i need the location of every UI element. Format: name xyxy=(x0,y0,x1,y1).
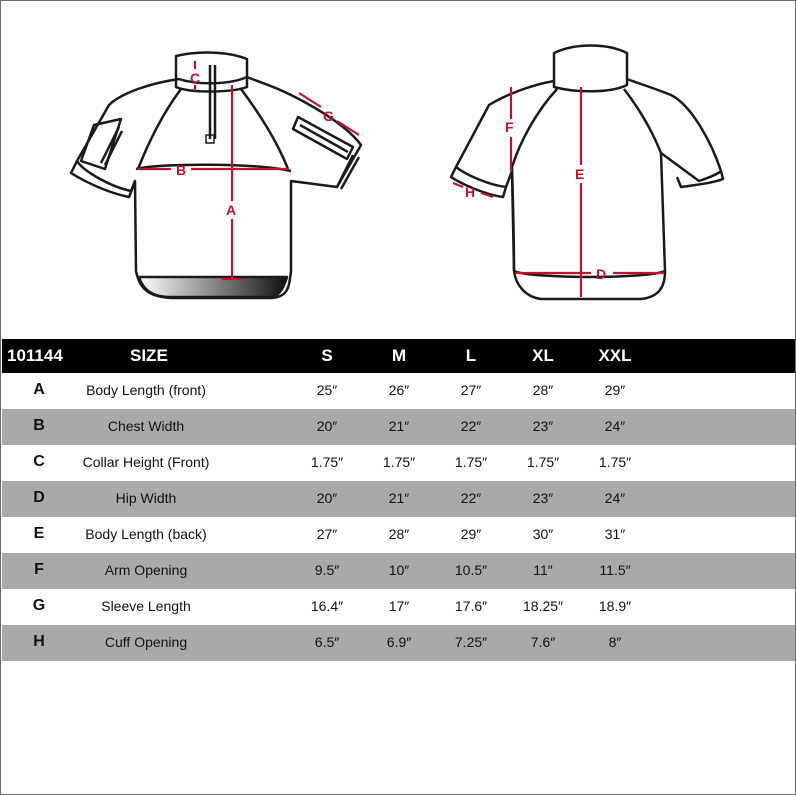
cell-xl: 18.25″ xyxy=(523,598,563,614)
cell-m: 28″ xyxy=(388,526,410,542)
row-measurement: Body Length (front) xyxy=(86,382,206,398)
row-letter: C xyxy=(33,453,45,470)
cell-m: 21″ xyxy=(388,490,410,506)
cell-xxl: 29″ xyxy=(604,382,626,398)
cell-m: 1.75″ xyxy=(382,454,416,470)
cell-xxl: 11.5″ xyxy=(599,562,631,578)
cell-xxl: 24″ xyxy=(604,490,626,506)
cell-xl: 23″ xyxy=(532,490,554,506)
label-e: E xyxy=(575,166,585,182)
row-measurement: Collar Height (Front) xyxy=(82,454,210,470)
cell-s: 27″ xyxy=(316,526,338,542)
cell-xl: 28″ xyxy=(532,382,554,398)
cell-l: 22″ xyxy=(460,418,482,434)
front-shirt-drawing xyxy=(71,53,361,298)
cell-l: 10.5″ xyxy=(454,562,488,578)
cell-s: 25″ xyxy=(316,382,338,398)
table-header xyxy=(2,339,795,373)
table-row xyxy=(2,445,795,481)
cell-m: 17″ xyxy=(388,598,410,614)
cell-m: 10″ xyxy=(388,562,410,578)
label-d: D xyxy=(596,266,607,282)
cell-s: 16.4″ xyxy=(310,598,344,614)
cell-xxl: 8″ xyxy=(608,634,622,650)
row-letter: B xyxy=(33,417,45,434)
table-row xyxy=(2,409,795,445)
row-letter: H xyxy=(33,633,45,650)
cell-xl: 7.6″ xyxy=(530,634,556,650)
product-code: 101144 xyxy=(7,346,63,365)
cell-xxl: 1.75″ xyxy=(598,454,632,470)
size-table xyxy=(2,339,795,661)
label-c: C xyxy=(190,70,201,86)
cell-s: 20″ xyxy=(316,490,338,506)
label-b: B xyxy=(176,162,187,178)
table-row xyxy=(2,553,795,589)
cell-l: 7.25″ xyxy=(454,634,488,650)
table-row xyxy=(2,625,795,661)
row-letter: D xyxy=(33,489,45,506)
size-col-s: S xyxy=(321,346,333,365)
cell-xxl: 18.9″ xyxy=(598,598,632,614)
table-row xyxy=(2,517,795,553)
shirt-illustrations xyxy=(1,1,795,339)
label-g: G xyxy=(323,108,334,124)
cell-m: 26″ xyxy=(388,382,410,398)
back-shirt-drawing xyxy=(451,46,723,300)
table-row xyxy=(2,481,795,517)
cell-l: 1.75″ xyxy=(454,454,488,470)
row-measurement: Hip Width xyxy=(115,490,177,506)
cell-l: 17.6″ xyxy=(454,598,488,614)
row-letter: F xyxy=(34,561,44,578)
size-col-xxl: XXL xyxy=(598,346,632,365)
row-measurement: Cuff Opening xyxy=(104,634,188,650)
size-col-l: L xyxy=(465,346,477,365)
front-measure-lines xyxy=(137,61,359,279)
cell-s: 9.5″ xyxy=(314,562,340,578)
row-measurement: Sleeve Length xyxy=(101,598,191,614)
cell-m: 6.9″ xyxy=(386,634,412,650)
row-measurement: Chest Width xyxy=(107,418,185,434)
cell-xl: 11″ xyxy=(533,562,553,578)
row-letter: E xyxy=(33,525,45,542)
cell-s: 1.75″ xyxy=(310,454,344,470)
cell-l: 22″ xyxy=(460,490,482,506)
cell-l: 27″ xyxy=(460,382,482,398)
row-measurement: Body Length (back) xyxy=(85,526,207,542)
table-row xyxy=(2,589,795,625)
cell-xl: 1.75″ xyxy=(526,454,560,470)
size-heading: SIZE xyxy=(130,346,168,365)
table-row xyxy=(2,373,795,409)
cell-l: 29″ xyxy=(460,526,482,542)
cell-s: 20″ xyxy=(316,418,338,434)
size-col-m: M xyxy=(391,346,407,365)
label-f: F xyxy=(505,119,514,135)
cell-m: 21″ xyxy=(388,418,410,434)
cell-xxl: 31″ xyxy=(604,526,626,542)
cell-s: 6.5″ xyxy=(314,634,340,650)
row-measurement: Arm Opening xyxy=(104,562,188,578)
cell-xl: 23″ xyxy=(532,418,554,434)
cell-xxl: 24″ xyxy=(604,418,626,434)
label-a: A xyxy=(226,202,237,218)
cell-xl: 30″ xyxy=(532,526,554,542)
row-letter: G xyxy=(32,597,46,614)
size-col-xl: XL xyxy=(532,346,554,365)
label-h: H xyxy=(465,184,476,200)
row-letter: A xyxy=(33,381,45,398)
garment-diagram xyxy=(1,1,795,339)
